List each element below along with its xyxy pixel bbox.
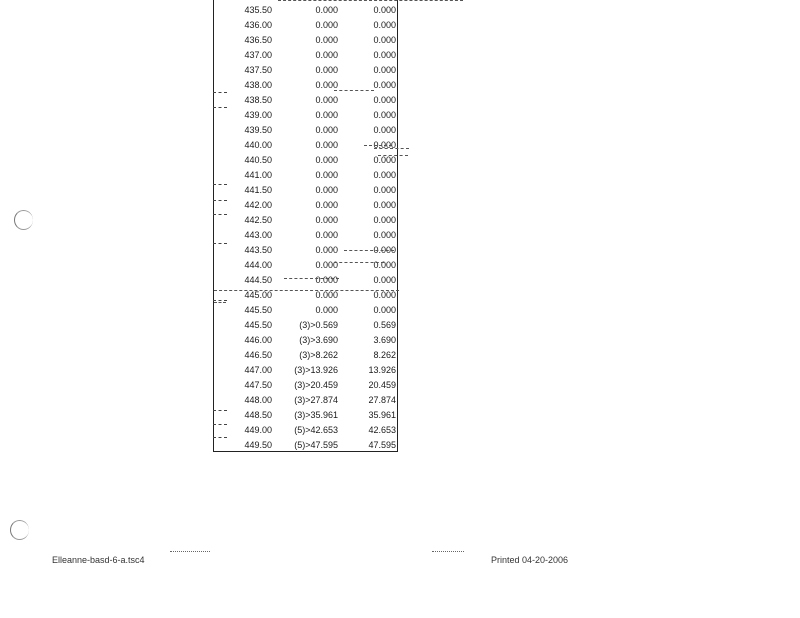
flow-cell: 0.000 — [315, 215, 338, 225]
scan-artifact — [364, 145, 392, 146]
value-cell: 0.569 — [373, 320, 396, 330]
flow-cell: (3)>27.874 — [294, 395, 338, 405]
value-cell: 0.000 — [373, 140, 396, 150]
elevation-cell: 442.00 — [244, 200, 272, 210]
elevation-cell: 442.50 — [244, 215, 272, 225]
scan-artifact — [213, 214, 227, 215]
table-row — [214, 363, 397, 378]
value-cell: 35.961 — [368, 410, 396, 420]
scan-artifact — [214, 302, 226, 303]
elevation-cell: 449.50 — [244, 440, 272, 450]
scan-artifact — [213, 300, 227, 301]
flow-cell: 0.000 — [315, 50, 338, 60]
table-row — [214, 153, 397, 168]
value-cell: 20.459 — [368, 380, 396, 390]
scan-artifact — [278, 0, 463, 1]
table-row — [214, 18, 397, 33]
elevation-cell: 445.00 — [244, 290, 272, 300]
value-cell: 0.000 — [373, 65, 396, 75]
scan-artifact — [334, 90, 374, 91]
scan-artifact — [213, 424, 227, 425]
table-row — [214, 303, 397, 318]
elevation-cell: 437.00 — [244, 50, 272, 60]
flow-cell: (3)>35.961 — [294, 410, 338, 420]
scan-artifact — [213, 410, 227, 411]
flow-cell: (3)>13.926 — [294, 365, 338, 375]
scan-artifact — [213, 184, 227, 185]
scan-artifact — [214, 290, 399, 291]
value-cell: 0.000 — [373, 260, 396, 270]
footer-printed-date: Printed 04-20-2006 — [491, 555, 569, 565]
scan-artifact — [378, 155, 408, 156]
scan-artifact — [344, 250, 394, 251]
value-cell: 0.000 — [373, 125, 396, 135]
value-cell: 0.000 — [373, 110, 396, 120]
value-cell: 0.000 — [373, 170, 396, 180]
stage-storage-table — [213, 0, 398, 452]
elevation-cell: 445.50 — [244, 320, 272, 330]
value-cell: 0.000 — [373, 50, 396, 60]
flow-cell: 0.000 — [315, 110, 338, 120]
table-row — [214, 183, 397, 198]
elevation-cell: 446.50 — [244, 350, 272, 360]
flow-cell: 0.000 — [315, 200, 338, 210]
table-row — [214, 168, 397, 183]
value-cell: 0.000 — [373, 230, 396, 240]
flow-cell: 0.000 — [315, 65, 338, 75]
punch-hole-mark — [10, 520, 29, 540]
elevation-cell: 440.00 — [244, 140, 272, 150]
punch-hole-mark — [14, 210, 33, 230]
flow-cell: 0.000 — [315, 305, 338, 315]
flow-cell: 0.000 — [315, 275, 338, 285]
scan-artifact — [432, 551, 464, 552]
footer-filename: Elleanne-basd-6-a.tsc4 — [52, 555, 145, 565]
flow-cell: 0.000 — [315, 245, 338, 255]
scan-artifact — [213, 437, 227, 438]
flow-cell: 0.000 — [315, 260, 338, 270]
elevation-cell: 447.00 — [244, 365, 272, 375]
value-cell: 0.000 — [373, 20, 396, 30]
elevation-cell: 438.00 — [244, 80, 272, 90]
flow-cell: (3)>0.569 — [299, 320, 338, 330]
elevation-cell: 436.50 — [244, 35, 272, 45]
table-row — [214, 423, 397, 438]
flow-cell: 0.000 — [315, 20, 338, 30]
value-cell: 0.000 — [373, 185, 396, 195]
flow-cell: (3)>3.690 — [299, 335, 338, 345]
table-row — [214, 333, 397, 348]
table-row — [214, 108, 397, 123]
table-row — [214, 348, 397, 363]
table-row — [214, 438, 397, 453]
table-row — [214, 63, 397, 78]
elevation-cell: 447.50 — [244, 380, 272, 390]
table-row — [214, 258, 397, 273]
flow-cell: 0.000 — [315, 185, 338, 195]
flow-cell: 0.000 — [315, 230, 338, 240]
elevation-cell: 443.00 — [244, 230, 272, 240]
value-cell: 0.000 — [373, 245, 396, 255]
value-cell: 0.000 — [373, 305, 396, 315]
elevation-cell: 441.00 — [244, 170, 272, 180]
flow-cell: 0.000 — [315, 5, 338, 15]
scan-artifact — [374, 148, 409, 149]
flow-cell: 0.000 — [315, 140, 338, 150]
flow-cell: 0.000 — [315, 125, 338, 135]
table-row — [214, 228, 397, 243]
elevation-cell: 445.50 — [244, 305, 272, 315]
scan-artifact — [284, 278, 339, 279]
flow-cell: 0.000 — [315, 170, 338, 180]
elevation-cell: 441.50 — [244, 185, 272, 195]
flow-cell: 0.000 — [315, 35, 338, 45]
value-cell: 0.000 — [373, 215, 396, 225]
elevation-cell: 439.50 — [244, 125, 272, 135]
flow-cell: (3)>8.262 — [299, 350, 338, 360]
value-cell: 0.000 — [373, 290, 396, 300]
table-row — [214, 273, 397, 288]
scan-artifact — [213, 243, 227, 244]
flow-cell: 0.000 — [315, 95, 338, 105]
elevation-cell: 446.00 — [244, 335, 272, 345]
flow-cell: 0.000 — [315, 290, 338, 300]
table-row — [214, 393, 397, 408]
value-cell: 47.595 — [368, 440, 396, 450]
value-cell: 8.262 — [373, 350, 396, 360]
elevation-cell: 449.00 — [244, 425, 272, 435]
flow-cell: (3)>20.459 — [294, 380, 338, 390]
elevation-cell: 444.00 — [244, 260, 272, 270]
elevation-cell: 440.50 — [244, 155, 272, 165]
value-cell: 0.000 — [373, 155, 396, 165]
value-cell: 0.000 — [373, 5, 396, 15]
table-row — [214, 48, 397, 63]
elevation-cell: 443.50 — [244, 245, 272, 255]
table-row — [214, 93, 397, 108]
elevation-cell: 439.00 — [244, 110, 272, 120]
flow-cell: 0.000 — [315, 80, 338, 90]
scan-artifact — [170, 551, 210, 552]
value-cell: 0.000 — [373, 200, 396, 210]
scan-artifact — [334, 262, 384, 263]
value-cell: 0.000 — [373, 35, 396, 45]
elevation-cell: 438.50 — [244, 95, 272, 105]
elevation-cell: 448.50 — [244, 410, 272, 420]
flow-cell: (5)>42.653 — [294, 425, 338, 435]
elevation-cell: 437.50 — [244, 65, 272, 75]
table-row — [214, 198, 397, 213]
value-cell: 27.874 — [368, 395, 396, 405]
value-cell: 42.653 — [368, 425, 396, 435]
elevation-cell: 435.50 — [244, 5, 272, 15]
elevation-cell: 448.00 — [244, 395, 272, 405]
scan-artifact — [213, 200, 227, 201]
value-cell: 0.000 — [373, 275, 396, 285]
scan-artifact — [213, 107, 227, 108]
table-row — [214, 3, 397, 18]
scan-artifact — [213, 92, 227, 93]
elevation-cell: 444.50 — [244, 275, 272, 285]
table-row — [214, 408, 397, 423]
table-row — [214, 123, 397, 138]
table-row — [214, 213, 397, 228]
value-cell: 3.690 — [373, 335, 396, 345]
value-cell: 0.000 — [373, 80, 396, 90]
elevation-cell: 436.00 — [244, 20, 272, 30]
flow-cell: 0.000 — [315, 155, 338, 165]
table-row — [214, 378, 397, 393]
flow-cell: (5)>47.595 — [294, 440, 338, 450]
value-cell: 0.000 — [373, 95, 396, 105]
table-row — [214, 318, 397, 333]
table-row — [214, 33, 397, 48]
value-cell: 13.926 — [368, 365, 396, 375]
